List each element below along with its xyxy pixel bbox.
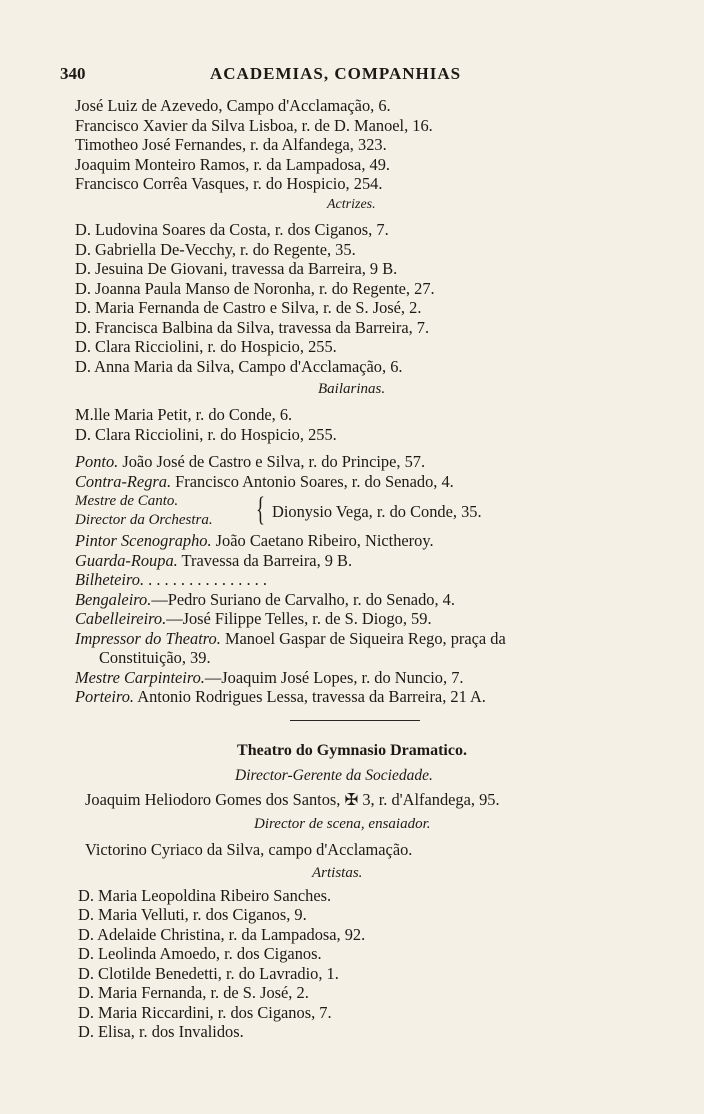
running-title: ACADEMIAS, COMPANHIAS <box>210 64 462 83</box>
entry-line: D. Clara Ricciolini, r. do Hospicio, 255. <box>75 425 337 444</box>
entry-line: D. Clotilde Benedetti, r. do Lavradio, 1. <box>78 964 339 983</box>
staff-line <box>0 570 704 589</box>
entry-line: Francisco Corrêa Vasques, r. do Hospicio, 254. <box>75 174 383 193</box>
staff-role: Guarda-Roupa. <box>75 551 178 570</box>
staff-role: Ponto. <box>75 452 119 471</box>
entry-line: José Luiz de Azevedo, Campo d'Acclamação, 6. <box>75 96 391 115</box>
heading-scena: Director de scena, ensaiador. <box>254 816 431 832</box>
staff-role: Mestre Carpinteiro. <box>75 668 205 687</box>
entry-line: M.lle Maria Petit, r. do Conde, 6. <box>75 405 293 424</box>
heading-artistas: Artistas. <box>312 865 363 881</box>
entry-line: D. Maria Velluti, r. dos Ciganos, 9. <box>78 905 307 924</box>
staff-role: Bilheteiro. <box>75 570 145 589</box>
entry-line: D. Elisa, r. dos Invalidos. <box>78 1022 244 1041</box>
staff-line <box>0 452 704 471</box>
staff-text: Travessa da Barreira, 9 B. <box>177 551 353 570</box>
staff-role: Bengaleiro. <box>75 590 152 609</box>
staff-text: —José Filippe Telles, r. de S. Diogo, 59. <box>166 609 432 628</box>
staff-line <box>0 668 704 687</box>
section-divider <box>290 720 420 721</box>
staff-line <box>0 472 704 491</box>
entry-line: Timotheo José Fernandes, r. da Alfandega, 323. <box>75 135 387 154</box>
heading-director: Director-Gerente da Sociedade. <box>235 767 433 784</box>
staff-text: João José de Castro e Silva, r. do Principe, 57. <box>118 452 426 471</box>
brace-glyph: { <box>256 491 265 528</box>
entry-line: Francisco Xavier da Silva Lisboa, r. de D. Manoel, 16. <box>75 116 433 135</box>
entry-line: D. Maria Riccardini, r. dos Ciganos, 7. <box>78 1003 332 1022</box>
entry-line: D. Leolinda Amoedo, r. dos Ciganos. <box>78 944 322 963</box>
staff-text: João Caetano Ribeiro, Nictheroy. <box>211 531 434 550</box>
staff-text: Antonio Rodrigues Lessa, travessa da Barreira, 21 A. <box>134 687 486 706</box>
page-number: 340 <box>60 64 86 83</box>
staff-role: Contra-Regra. <box>75 472 172 491</box>
staff-role: Mestre de Canto. <box>75 493 179 509</box>
staff-role: Pintor Scenographo. <box>75 531 212 550</box>
entry-line: D. Adelaide Christina, r. da Lampadosa, 92. <box>78 925 366 944</box>
staff-text: . . . . . . . . . . . . . . . <box>144 570 267 589</box>
staff-line <box>0 609 704 628</box>
staff-line <box>0 648 704 667</box>
staff-text: Dionysio Vega, r. do Conde, 35. <box>272 502 482 521</box>
staff-text: Manoel Gaspar de Siqueira Rego, praça da <box>220 629 506 648</box>
heading-actrizes: Actrizes. <box>327 197 376 212</box>
entry-line: D. Maria Leopoldina Ribeiro Sanches. <box>78 886 332 905</box>
staff-text: —Joaquim José Lopes, r. do Nuncio, 7. <box>204 668 464 687</box>
staff-role: Director da Orchestra. <box>75 512 213 528</box>
staff-text: Francisco Antonio Soares, r. do Senado, 4. <box>171 472 454 491</box>
staff-line <box>0 629 704 648</box>
staff-role: Porteiro. <box>75 687 135 706</box>
staff-text: Constituição, 39. <box>99 648 211 667</box>
staff-line <box>0 531 704 550</box>
staff-text: —Pedro Suriano de Carvalho, r. do Senado, 4. <box>151 590 455 609</box>
staff-role: Cabelleireiro. <box>75 609 167 628</box>
staff-line <box>0 590 704 609</box>
staff-line <box>0 551 704 570</box>
entry-line: D. Jesuina De Giovani, travessa da Barreira, 9 B. <box>75 259 398 278</box>
entry-line: D. Ludovina Soares da Costa, r. dos Ciganos, 7. <box>75 220 389 239</box>
entry-line: D. Maria Fernanda de Castro e Silva, r. de S. José, 2. <box>75 298 422 317</box>
section-title: Theatro do Gymnasio Dramatico. <box>237 742 467 759</box>
heading-bailarinas: Bailarinas. <box>318 381 386 397</box>
entry-line: D. Joanna Paula Manso de Noronha, r. do Regente, 27. <box>75 279 435 298</box>
entry-line: D. Anna Maria da Silva, Campo d'Acclamação, 6. <box>75 357 403 376</box>
entry-line: D. Maria Fernanda, r. de S. José, 2. <box>78 983 309 1002</box>
entry-line: Victorino Cyriaco da Silva, campo d'Acclamação. <box>85 840 413 859</box>
staff-role: Impressor do Theatro. <box>75 629 221 648</box>
entry-line: Joaquim Heliodoro Gomes dos Santos, ✠ 3, r. d'Alfandega, 95. <box>85 790 500 809</box>
staff-line <box>0 687 704 706</box>
running-header <box>60 64 640 86</box>
entry-line: D. Francisca Balbina da Silva, travessa da Barreira, 7. <box>75 318 430 337</box>
entry-line: D. Clara Ricciolini, r. do Hospicio, 255. <box>75 337 337 356</box>
entry-line: D. Gabriella De-Vecchy, r. do Regente, 35. <box>75 240 356 259</box>
entry-line: Joaquim Monteiro Ramos, r. da Lampadosa, 49. <box>75 155 391 174</box>
